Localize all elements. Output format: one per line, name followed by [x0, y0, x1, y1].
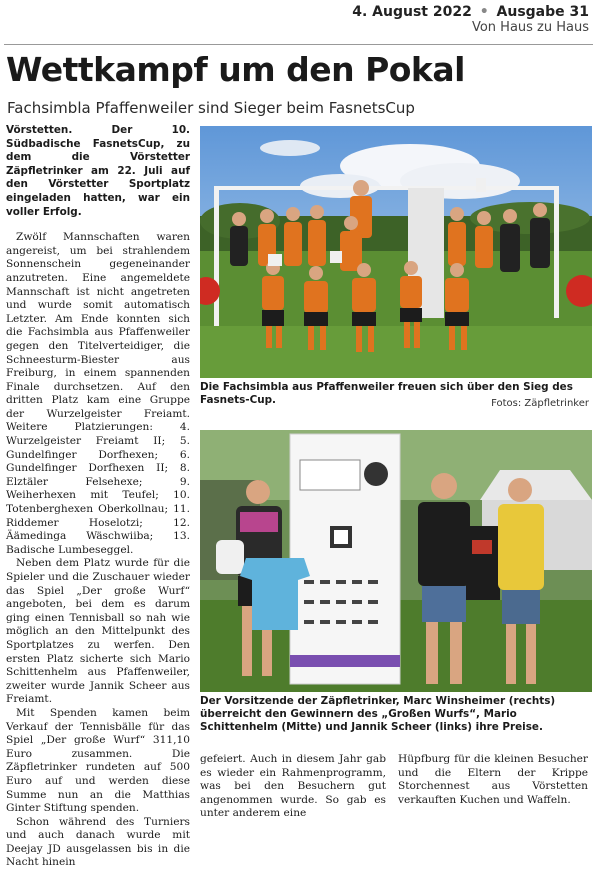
publication-section: Von Haus zu Haus — [471, 20, 589, 35]
article-continuation-column-3: Hüpfburg für die kleinen Besucher und die Eltern der Krippe Storchennest aus Vörstetten verkauften Kuchen und Waffeln. — [398, 753, 588, 806]
masthead-divider — [4, 44, 593, 45]
article-paragraph: Zwölf Mannschaften waren angereist, um bei strahlendem Sonnenschein gegeneinander anzutreten. Eine angemeldete Mannschaft ist nicht angetreten und wurde somit automatisch Letzter. Am Ende konnten sich die Fachsimbla aus Pfaffenweiler gegen den Titelverteidiger, die Schneesturm-Biester aus Freiburg, in einem spannenden Finale durchsetzen. Auf den dritten Platz kam eine Gruppe der Wurzelgeister Freiamt. Weitere Platzierungen: 4. Wurzelgeister Freiamt II; 5. Gundelfinger Dorfhexen; 6. Gundelfinger Dorfhexen II; 8. Elztäler Felsehexe; 9. Weiherhexen mit Teufel; 10. Totenberghexen Oberkollnau; 11. Riddemer Hoselotzi; 12. Äämedinga Wäschwiiba; 13. Badische Lumbeseggel. — [6, 231, 190, 556]
article-headline: Wettkampf um den Pokal — [6, 50, 465, 89]
article-paragraph: Neben dem Platz wurde für die Spieler und die Zuschauer wieder das Spiel „Der große Wurf“ angeboten, bei dem es darum ging einen Tennisball so nah wie möglich an den Mittelpunkt des Sportplatzes zu werfen. Den ersten Platz sicherte sich Mario Schittenhelm aus Pfaffenweiler, zweiter wurde Jannik Scheer aus Freiamt. — [6, 557, 190, 706]
article-paragraph: Mit Spenden kamen beim Verkauf der Tennisbälle für das Spiel „Der große Wurf“ 311,10 Euro zusammen. Die Zäpfletrinker rundeten auf 500 Euro auf und werden diese Summe nun an die Matthias Ginter Stiftung spenden. — [6, 706, 190, 815]
team-photo-illustration — [200, 126, 592, 378]
award-photo-caption: Der Vorsitzende der Zäpfletrinker, Marc Winsheimer (rechts) überreicht den Gewinnern des „Großen Wurfs“, Mario Schittenhelm (Mitte) und Jannik Scheer (links) ihre Preise. — [200, 695, 556, 734]
separator-dot: • — [479, 4, 489, 20]
award-photo — [200, 430, 592, 692]
issue-date: 4. August 2022 — [352, 4, 472, 20]
issue-line — [352, 4, 589, 20]
photo-credit: Fotos: Zäpfletrinker — [491, 398, 589, 409]
article-subheadline: Fachsimbla Pfaffenweiler sind Sieger beim FasnetsCup — [7, 99, 415, 117]
team-photo — [200, 126, 592, 378]
issue-number: Ausgabe 31 — [496, 4, 589, 20]
article-paragraph: Schon während des Turniers und auch danach wurde mit Deejay JD ausgelassen bis in die Nacht hinein — [6, 815, 190, 869]
article-lead: Vörstetten. Der 10. Südbadische FasnetsCup, zu dem die Vörstetter Zäpfletrinker am 22. Juli auf den Vörstetter Sportplatz eingeladen hatten, war ein voller Erfolg. — [6, 124, 190, 218]
article-continuation-column-2: gefeiert. Auch in diesem Jahr gab es wieder ein Rahmenprogramm, was bei den Besuchern gut angenommen wurde. So gab es unter anderem eine — [200, 753, 386, 820]
masthead — [352, 4, 589, 35]
article-body-column — [6, 124, 190, 870]
team-photo-caption: Die Fachsimbla aus Pfaffenweiler freuen sich über den Sieg des Fasnets-Cup. — [200, 381, 573, 407]
award-photo-illustration — [200, 430, 592, 692]
